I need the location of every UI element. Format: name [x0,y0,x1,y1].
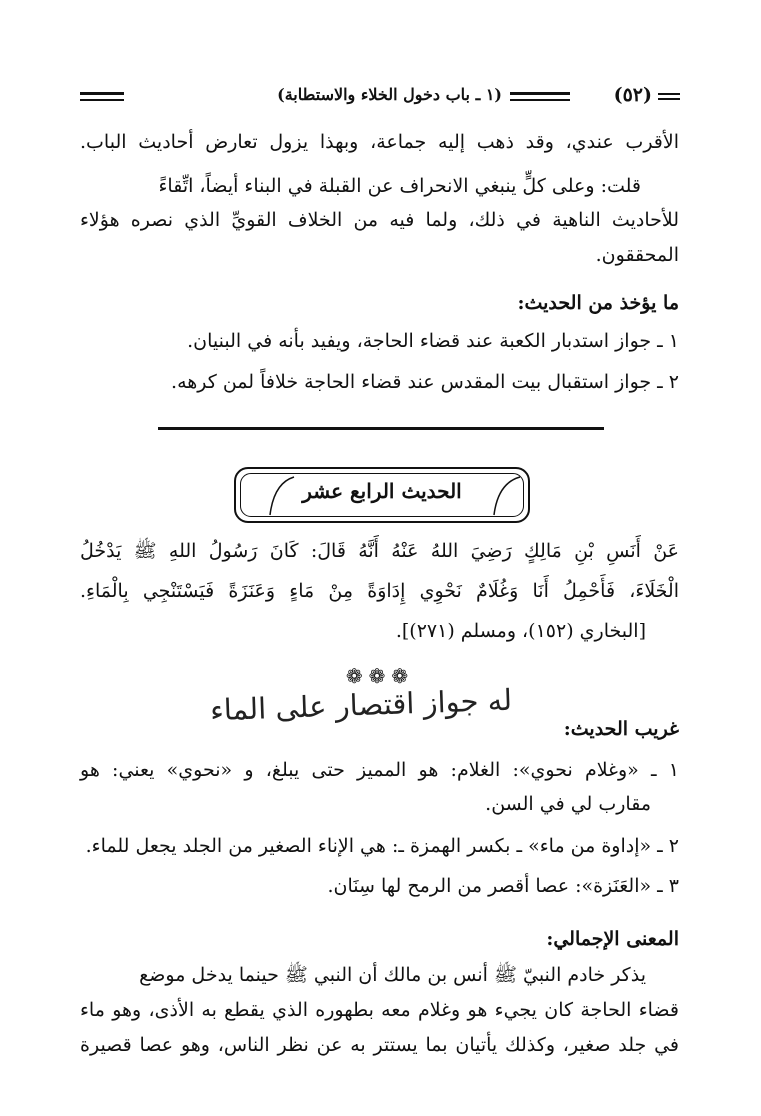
gharib-item-3: ٣ ـ «العَنَزة»: عصا أقصر من الرمح لها سِنَان. [327,875,679,897]
gharib-heading: غريب الحديث: [563,718,679,740]
page-number: (٥٢) [614,84,680,106]
intro-line-3: للأحاديث الناهية في ذلك، ولما فيه من الخلاف القويِّ الذي نصره هؤلاء [80,209,679,231]
hadith-text-line-1: عَنْ أَنَسِ بْنِ مَالِكٍ رَضِيَ اللهُ عَنْهُ أَنَّهُ قَالَ: كَانَ رَسُولُ اللهِ ﷺ يَدْخُلُ [80,540,679,562]
intro-line-2: قلت: وعلى كلٍّ ينبغي الانحراف عن القبلة في البناء أيضاً، اتِّقاءً [158,175,641,197]
handwritten-note: له جواز اقتصار على الماء [209,682,513,728]
section-divider [158,427,604,430]
meaning-line-2: قضاء الحاجة كان يجيء هو وغلام معه بطهوره الذي يقطع به الأذى، وهو ماء [80,999,679,1021]
intro-line-4: المحققون. [595,244,679,266]
meaning-line-1: يذكر خادم النبيّ ﷺ أنس بن مالك أن النبي ﷺ حينما يدخل موضع [139,964,646,986]
hadith-title-frame [234,467,530,523]
intro-line-1: الأقرب عندي، وقد ذهب إليه جماعة، وبهذا يزول تعارض أحاديث الباب. [80,131,679,153]
header-ornament [658,93,680,100]
benefits-heading: ما يؤخذ من الحديث: [517,292,679,314]
benefit-item-1: ١ ـ جواز استدبار الكعبة عند قضاء الحاجة، ويفيد بأنه في البنيان. [187,330,679,352]
benefit-item-2: ٢ ـ جواز استقبال بيت المقدس عند قضاء الحاجة خلافاً لمن كرهه. [171,371,679,393]
hadith-title: الحديث الرابع عشر [302,479,462,503]
hadith-text-line-2: الْخَلَاءَ، فَأَحْمِلُ أَنَا وَغُلَامٌ نَحْوِي إِدَاوَةً مِنْ مَاءٍ وَعَنَزَةً فَيَسْتَنْجِي بِالْمَاءِ. [80,580,679,602]
gharib-item-2: ٢ ـ «إداوة من ماء» ـ بكسر الهمزة ـ: هي الإناء الصغير من الجلد يجعل للماء. [85,835,679,857]
gharib-item-1-line-2: مقارب لي في السن. [485,793,651,815]
meaning-line-3: في جلد صغير، وكذلك يأتيان بما يستتر به عن نظر الناس، وهو عصا قصيرة [80,1034,679,1056]
section-stars: ❁❁❁ [345,664,415,688]
header-rule-right [510,92,570,101]
hadith-source: [البخاري (١٥٢)، ومسلم (٢٧١)]. [395,620,646,642]
chapter-title: (١ ـ باب دخول الخلاء والاستطابة) [277,85,502,104]
running-header [80,84,680,110]
gharib-item-1-line-1: ١ ـ «وغلام نحوي»: الغلام: هو المميز حتى يبلغ، و «نحوي» يعني: هو [80,759,679,781]
header-rule-left [80,92,124,101]
meaning-heading: المعنى الإجمالي: [546,928,679,950]
